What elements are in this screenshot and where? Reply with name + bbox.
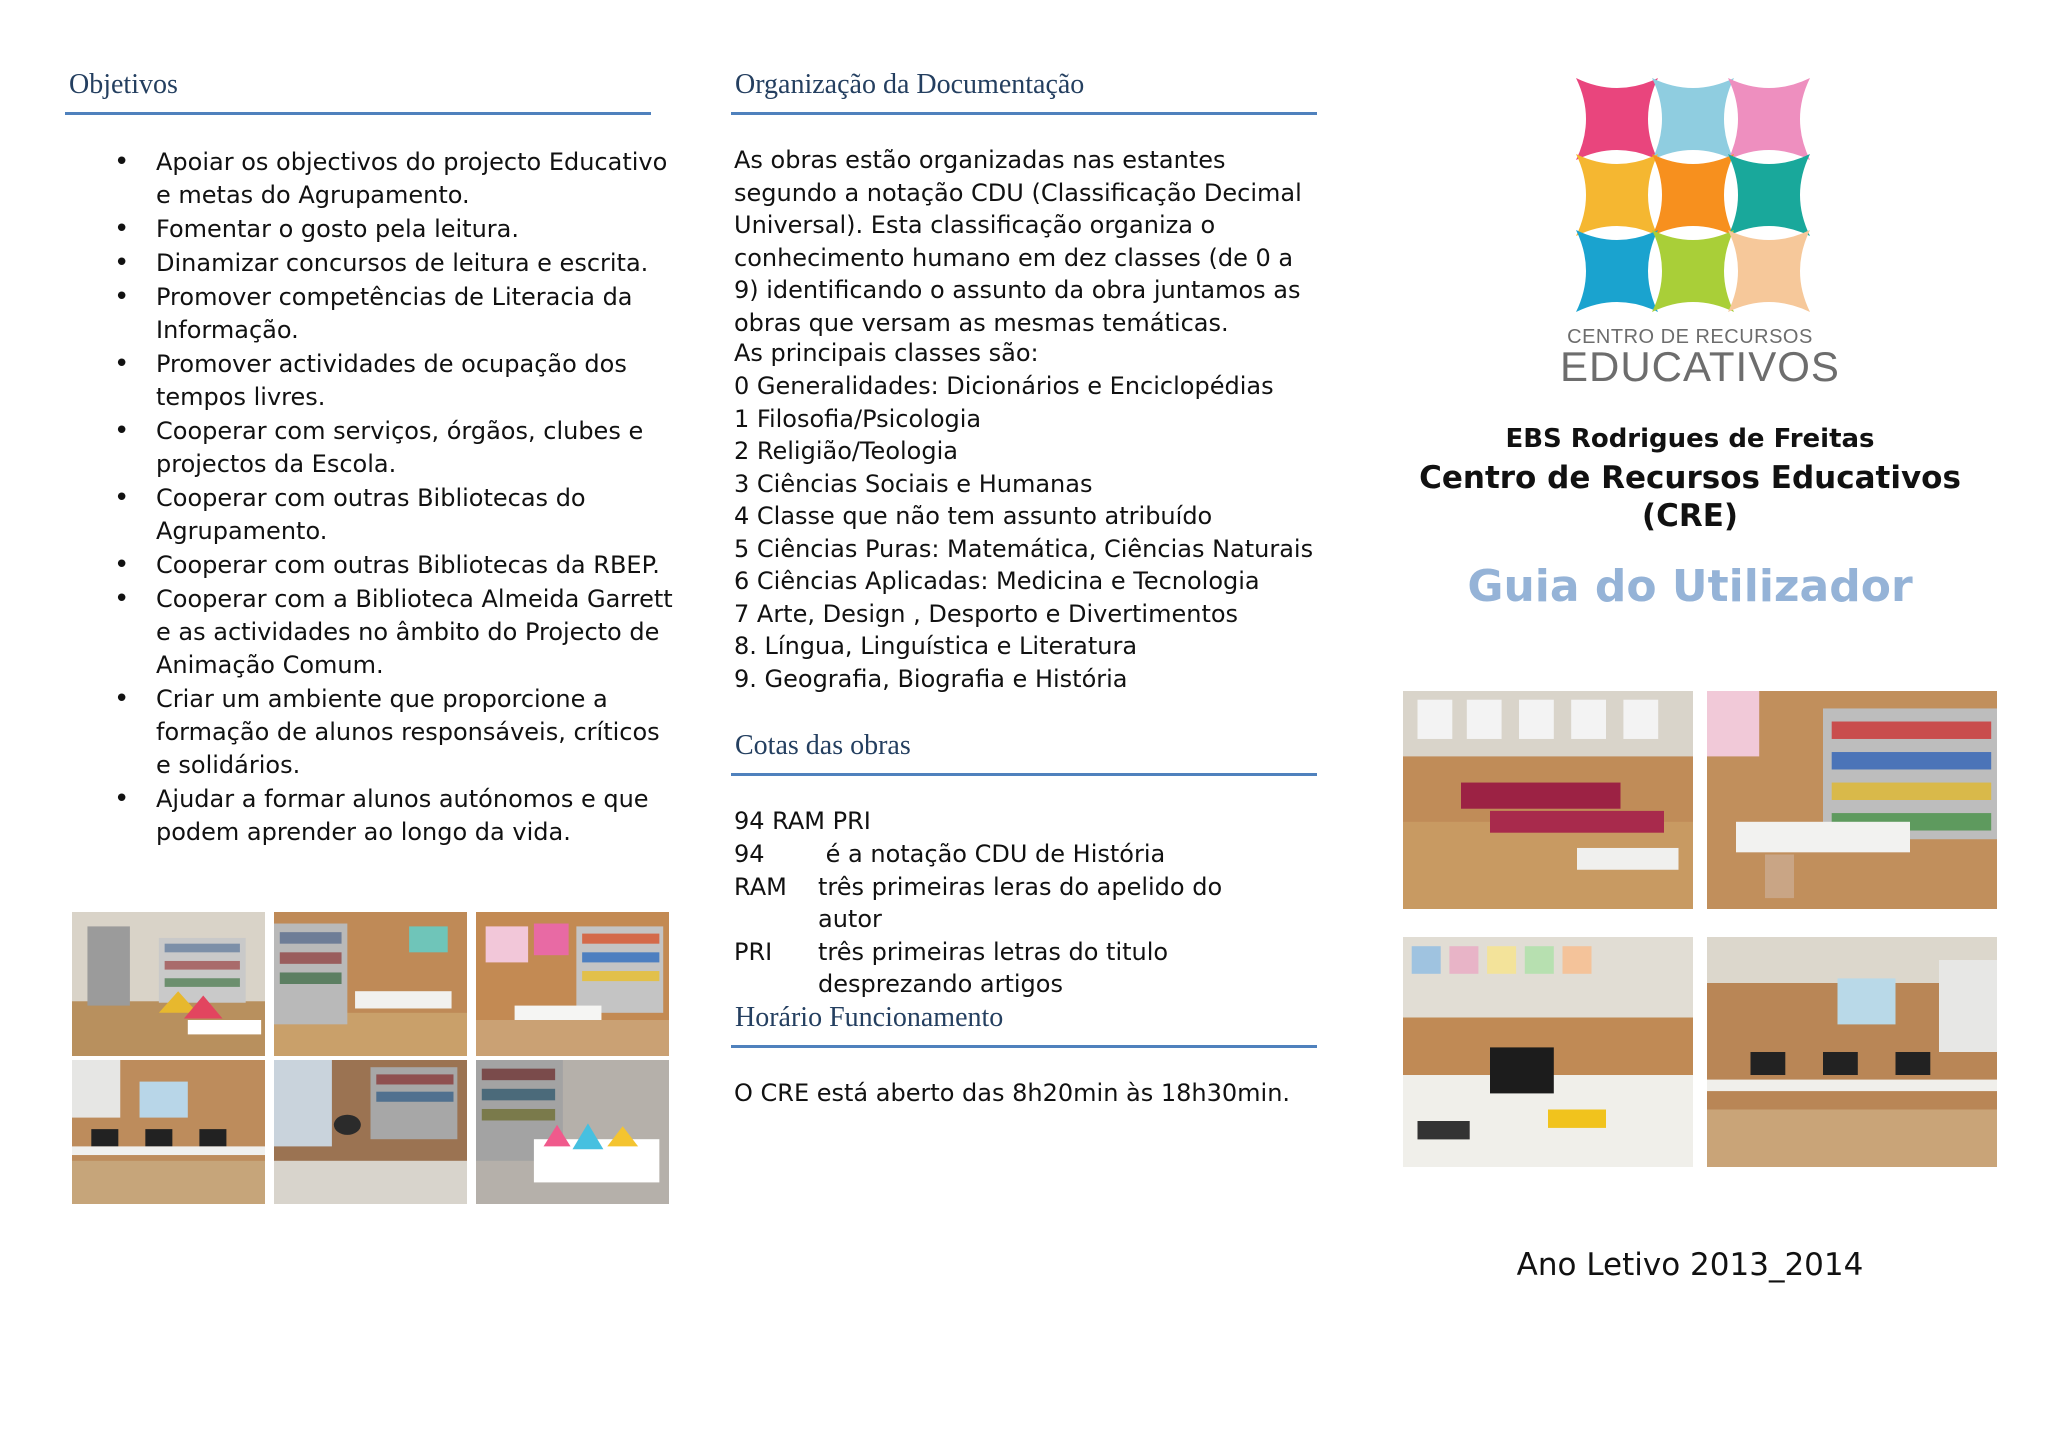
classes-title: As principais classes são:	[734, 339, 1039, 367]
cdu-class-item: 3 Ciências Sociais e Humanas	[734, 469, 1093, 498]
library-photo-6	[476, 1060, 669, 1204]
cdu-class-item: 8. Língua, Linguística e Literatura	[734, 632, 1138, 660]
horario-heading: Horário Funcionamento	[731, 1001, 1317, 1048]
cdu-class-item: 7 Arte, Design , Desporto e Divertimentos	[734, 599, 1239, 628]
cota-description: é a notação CDU de História	[818, 840, 1166, 868]
cover-photo-4	[1707, 937, 1997, 1167]
guide-title: Guia do Utilizador	[1467, 561, 1913, 612]
cota-example: 94 RAM PRI	[734, 807, 871, 835]
cdu-classes-list	[734, 370, 1324, 695]
logo-tile	[1728, 154, 1810, 236]
cdu-class-item: 6 Ciências Aplicadas: Medicina e Tecnologia	[734, 567, 1260, 595]
cotas-heading: Cotas das obras	[731, 729, 1317, 776]
objetivos-list	[114, 146, 676, 850]
cdu-class-item: 2 Religião/Teologia	[734, 437, 958, 465]
logo-tile	[1652, 230, 1734, 312]
library-photo-3	[476, 912, 669, 1056]
cota-row	[734, 936, 1324, 1001]
library-photo-1	[72, 912, 265, 1056]
school-year: Ano Letivo 2013_2014	[1516, 1247, 1864, 1283]
cdu-class-item: 1 Filosofia/Psicologia	[734, 404, 982, 433]
objetivo-item: • Apoiar os objectivos do projecto Educativo e metas do Agrupamento.	[114, 146, 676, 212]
library-photo-5	[274, 1060, 467, 1204]
cover-photo-2	[1707, 691, 1997, 909]
cota-row	[734, 838, 1324, 871]
cdu-class-item: 9. Geografia, Biografia e História	[734, 664, 1128, 693]
organizacao-intro: As obras estão organizadas nas estantes segundo a notação CDU (Classificação Decimal Universal). Esta classificação organiza o conhecimento humano em dez classes (de 0 a 9) identificando o assunto da obra juntamos as obras que versam as mesmas temáticas.	[734, 146, 1302, 337]
objetivo-item: • Fomentar o gosto pela leitura.	[114, 213, 676, 246]
cota-key: 94	[734, 840, 765, 868]
logo-tile	[1576, 154, 1658, 236]
cdu-class-item: 0 Generalidades: Dicionários e Enciclopédias	[734, 372, 1274, 400]
logo-text-line2: EDUCATIVOS	[1560, 343, 1840, 390]
logo-tile	[1728, 78, 1810, 160]
library-photo-2	[274, 912, 467, 1056]
logo-tile	[1576, 230, 1658, 312]
library-photo-4	[72, 1060, 265, 1204]
cota-key: RAM	[734, 872, 787, 901]
horario-text: O CRE está aberto das 8h20min às 18h30min.	[734, 1079, 1291, 1107]
objetivo-item: • Ajudar a formar alunos autónomos e que podem aprender ao longo da vida.	[114, 783, 676, 849]
objetivo-item: • Cooperar com a Biblioteca Almeida Garrett e as actividades no âmbito do Projecto de Animação Comum.	[114, 583, 676, 682]
centre-name: Centro de Recursos Educativos (CRE)	[1419, 460, 1961, 534]
cover-photo-1	[1403, 691, 1693, 909]
cdu-class-item: 5 Ciências Puras: Matemática, Ciências Naturais	[734, 534, 1314, 563]
objetivo-item: • Cooperar com outras Bibliotecas do Agrupamento.	[114, 482, 676, 548]
cover-photo-3	[1403, 937, 1693, 1167]
logo-text-line1: CENTRO DE RECURSOS	[1567, 326, 1813, 348]
objetivo-item: • Criar um ambiente que proporcione a formação de alunos responsáveis, críticos e solidários.	[114, 683, 676, 782]
objetivo-item: • Promover competências de Literacia da Informação.	[114, 281, 676, 347]
logo-tile	[1576, 78, 1658, 160]
objetivo-item: • Cooperar com serviços, órgãos, clubes e projectos da Escola.	[114, 415, 676, 481]
cre-logo	[1560, 78, 1840, 390]
school-name: EBS Rodrigues de Freitas	[1505, 424, 1875, 454]
logo-tile	[1728, 230, 1810, 312]
cota-explanation	[734, 838, 1324, 1001]
cota-key: PRI	[734, 937, 773, 966]
cdu-class-item: 4 Classe que não tem assunto atribuído	[734, 502, 1213, 530]
cota-row	[734, 871, 1324, 936]
objetivo-item: • Promover actividades de ocupação dos tempos livres.	[114, 348, 676, 414]
cota-description: três primeiras letras do titulo desprezando artigos	[818, 937, 1176, 998]
logo-tile	[1652, 78, 1734, 160]
objetivo-item: • Dinamizar concursos de leitura e escrita.	[114, 247, 676, 280]
objetivos-heading: Objetivos	[65, 68, 651, 115]
organizacao-heading: Organização da Documentação	[731, 68, 1317, 115]
objetivo-item: • Cooperar com outras Bibliotecas da RBEP.	[114, 549, 676, 582]
cota-description: três primeiras leras do apelido do autor	[818, 872, 1230, 933]
logo-tile	[1652, 154, 1734, 236]
